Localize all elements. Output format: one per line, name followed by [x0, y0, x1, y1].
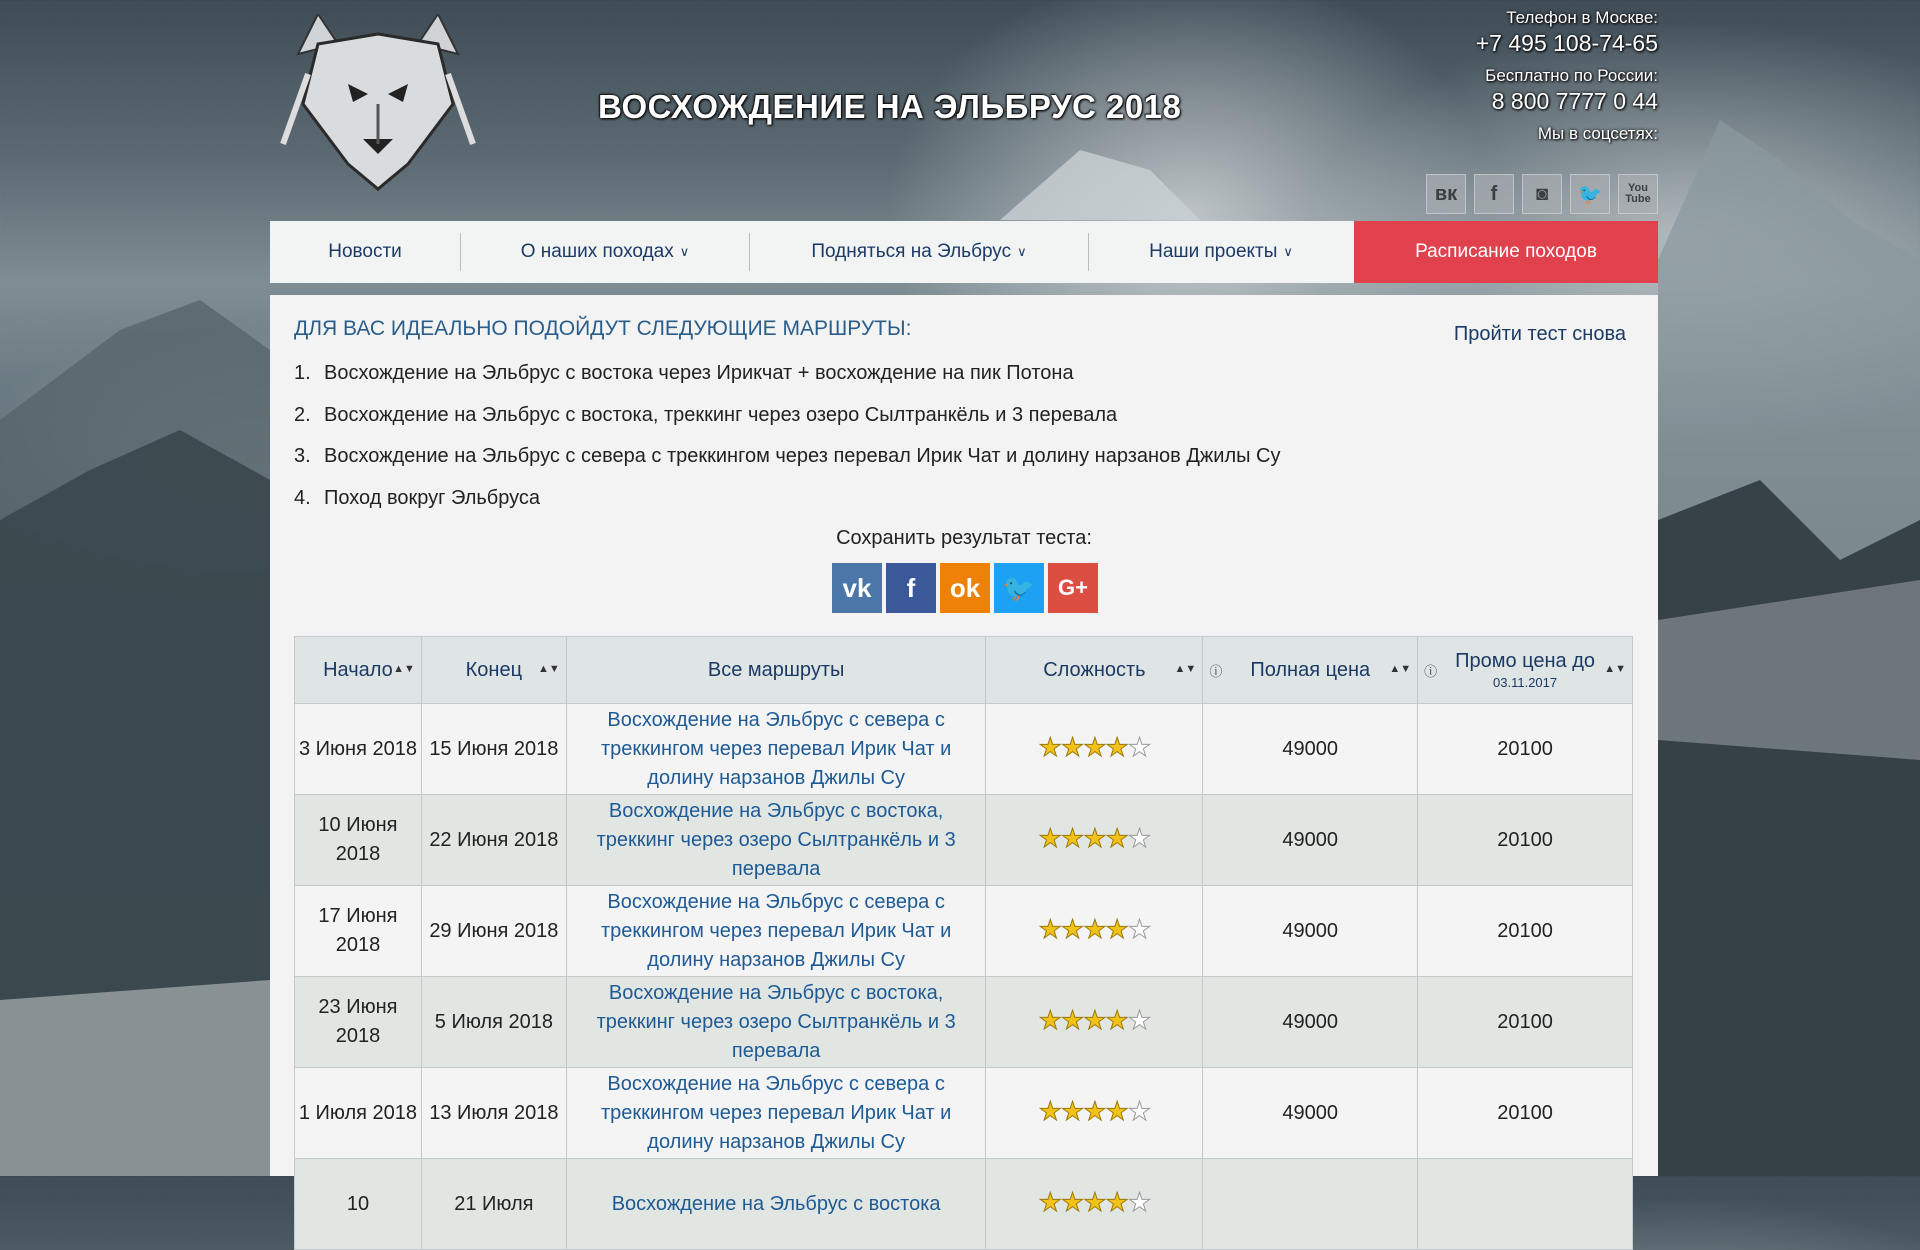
- promo-price-cell: 20100: [1418, 1068, 1633, 1159]
- promo-price-cell: 20100: [1418, 704, 1633, 795]
- route-label: Восхождение на Эльбрус с востока, треккинг через озеро Сылтранкёль и 3 перевала: [324, 403, 1118, 426]
- star-icon: ★: [1083, 1096, 1106, 1126]
- retake-test-link[interactable]: Пройти тест снова: [1453, 323, 1626, 345]
- moscow-phone[interactable]: +7 495 108-74-65: [1475, 30, 1658, 56]
- star-icon: ★: [1105, 1096, 1128, 1126]
- russia-phone[interactable]: 8 800 7777 0 44: [1491, 88, 1658, 114]
- youtube-icon[interactable]: You Tube: [1618, 174, 1658, 214]
- russia-phone-label: Бесплатно по России:: [1485, 66, 1658, 85]
- promo-price-cell: 20100: [1418, 795, 1633, 886]
- star-icon: ★: [1060, 1096, 1084, 1126]
- star-icon: ★: [1083, 1005, 1106, 1035]
- twitter-icon[interactable]: 🐦: [1570, 174, 1610, 214]
- info-icon[interactable]: ⓘ: [1209, 664, 1223, 679]
- sort-icon: ▲▼: [393, 663, 415, 675]
- end-cell: 15 Июня 2018: [421, 704, 566, 795]
- sort-icon: ▲▼: [1174, 663, 1197, 675]
- col-start[interactable]: [295, 637, 422, 704]
- col-end-label: Конец: [465, 658, 523, 681]
- promo-price-cell: [1418, 1159, 1633, 1250]
- vk-icon[interactable]: vk: [832, 563, 882, 613]
- schedule-button-label: Расписание походов: [1415, 241, 1597, 262]
- star-icon: ★: [1105, 1187, 1128, 1217]
- nav-news[interactable]: [270, 221, 460, 283]
- difficulty-stars: [986, 704, 1203, 795]
- sort-icon: ▲▼: [1604, 663, 1626, 675]
- star-icon: ★: [1105, 914, 1128, 944]
- table-row[interactable]: [295, 977, 1633, 1068]
- nav-climb-label: Подняться на Эльбрус: [811, 241, 1012, 262]
- full-price-cell: 49000: [1203, 795, 1418, 886]
- route-item[interactable]: 3. Восхождение на Эльбрус с севера с треккингом через перевал Ирик Чат и долину нарзанов Джилы Су: [294, 445, 1281, 467]
- facebook-icon[interactable]: f: [1474, 174, 1514, 214]
- chevron-down-icon: ∨: [679, 244, 690, 259]
- site-title: ВОСХОЖДЕНИЕ НА ЭЛЬБРУС 2018: [598, 88, 1182, 125]
- star-icon: ★: [1038, 1187, 1061, 1217]
- results-title: ДЛЯ ВАС ИДЕАЛЬНО ПОДОЙДУТ СЛЕДУЮЩИЕ МАРШРУТЫ:: [294, 317, 912, 340]
- contacts: [1476, 8, 1658, 144]
- star-icon: ★: [1127, 1096, 1151, 1126]
- start-cell: 10 Июня 2018: [295, 795, 422, 886]
- end-cell: 13 Июля 2018: [421, 1068, 566, 1159]
- full-price-cell: 49000: [1203, 977, 1418, 1068]
- table-row[interactable]: [295, 886, 1633, 977]
- end-cell: 21 Июля: [421, 1159, 566, 1250]
- col-promo-price[interactable]: [1418, 637, 1633, 704]
- end-cell: 29 Июня 2018: [421, 886, 566, 977]
- nav-news-label: Новости: [328, 241, 402, 262]
- star-icon: ★: [1038, 823, 1061, 853]
- route-label: Восхождение на Эльбрус с востока через Ирикчат + восхождение на пик Потона: [324, 362, 1074, 384]
- start-cell: 3 Июня 2018: [295, 704, 422, 795]
- end-cell: 5 Июля 2018: [421, 977, 566, 1068]
- nav-climb[interactable]: [750, 221, 1088, 283]
- schedule-button[interactable]: [1354, 221, 1658, 283]
- route-label: Поход вокруг Эльбруса: [324, 486, 541, 509]
- star-icon: ★: [1105, 732, 1128, 762]
- route-label: Восхождение на Эльбрус с севера с треккингом через перевал Ирик Чат и долину нарзанов Джилы Су: [324, 445, 1281, 467]
- sort-icon: ▲▼: [1389, 663, 1412, 675]
- vk-icon[interactable]: вк: [1426, 174, 1466, 214]
- schedule-table: [294, 636, 1633, 1250]
- full-price-cell: 49000: [1203, 704, 1418, 795]
- share-buttons: [832, 563, 1098, 613]
- star-icon: ★: [1038, 914, 1061, 944]
- star-icon: ★: [1127, 1005, 1151, 1035]
- star-icon: ★: [1038, 1005, 1061, 1035]
- full-price-cell: 49000: [1203, 886, 1418, 977]
- difficulty-stars: [986, 886, 1203, 977]
- col-full-price-label: Полная цена: [1250, 658, 1371, 681]
- col-end[interactable]: [421, 637, 566, 704]
- start-cell: 17 Июня 2018: [295, 886, 422, 977]
- chevron-down-icon: ∨: [1017, 244, 1027, 259]
- facebook-icon[interactable]: f: [886, 563, 936, 613]
- table-row[interactable]: [295, 704, 1633, 795]
- start-cell: 23 Июня 2018: [295, 977, 422, 1068]
- sort-icon: ▲▼: [538, 663, 560, 675]
- difficulty-stars: [986, 1068, 1203, 1159]
- difficulty-stars: [986, 977, 1203, 1068]
- nav-about-label: О наших походах: [520, 241, 674, 262]
- star-icon: ★: [1127, 1187, 1151, 1217]
- moscow-phone-label: Телефон в Москве:: [1506, 8, 1658, 27]
- full-price-cell: 49000: [1203, 1068, 1418, 1159]
- promo-price-cell: 20100: [1418, 886, 1633, 977]
- star-icon: ★: [1105, 823, 1128, 853]
- social-links: [1426, 174, 1658, 214]
- col-promo-price-label: Промо цена до: [1455, 650, 1596, 672]
- star-icon: ★: [1060, 1187, 1084, 1217]
- promo-date: 03.11.2017: [1493, 675, 1558, 690]
- star-icon: ★: [1060, 1005, 1084, 1035]
- route-cell[interactable]: Восхождение на Эльбрус с востока, треккинг через озеро Сылтранкёль и 3 перевала: [566, 795, 986, 886]
- route-item[interactable]: 1. Восхождение на Эльбрус с востока через Ирикчат + восхождение на пик Потона: [294, 362, 1074, 384]
- route-cell[interactable]: Восхождение на Эльбрус с севера с треккингом через перевал Ирик Чат и долину нарзанов Джилы Су: [566, 704, 986, 795]
- route-cell[interactable]: Восхождение на Эльбрус с востока, треккинг через озеро Сылтранкёль и 3 перевала: [566, 977, 986, 1068]
- results-panel: [270, 295, 1658, 1217]
- star-icon: ★: [1127, 914, 1151, 944]
- difficulty-stars: [986, 795, 1203, 886]
- wolf-logo-icon[interactable]: [278, 14, 478, 194]
- star-icon: ★: [1060, 823, 1084, 853]
- info-icon[interactable]: ⓘ: [1424, 664, 1438, 679]
- social-label: Мы в соцсетях:: [1537, 124, 1658, 143]
- odnoklassniki-icon[interactable]: ok: [940, 563, 990, 613]
- nav-projects[interactable]: [1089, 221, 1353, 283]
- col-routes-label: Все маршруты: [707, 658, 845, 681]
- table-row[interactable]: [295, 1159, 1633, 1250]
- route-cell[interactable]: Восхождение на Эльбрус с севера с треккингом через перевал Ирик Чат и долину нарзанов Джилы Су: [566, 886, 986, 977]
- col-routes: [566, 637, 986, 704]
- star-icon: ★: [1083, 732, 1106, 762]
- star-icon: ★: [1060, 914, 1084, 944]
- full-price-cell: [1203, 1159, 1418, 1250]
- star-icon: ★: [1060, 732, 1084, 762]
- route-item[interactable]: 2. Восхождение на Эльбрус с востока, треккинг через озеро Сылтранкёль и 3 перевала: [294, 403, 1118, 426]
- route-cell[interactable]: Восхождение на Эльбрус с севера с треккингом через перевал Ирик Чат и долину нарзанов Джилы Су: [566, 1068, 986, 1159]
- star-icon: ★: [1127, 732, 1151, 762]
- recommended-routes: [294, 361, 1281, 527]
- star-icon: ★: [1083, 823, 1106, 853]
- googleplus-icon[interactable]: G+: [1048, 563, 1098, 613]
- table-row[interactable]: [295, 795, 1633, 886]
- col-full-price[interactable]: [1203, 637, 1418, 704]
- star-icon: ★: [1083, 914, 1106, 944]
- table-row[interactable]: [295, 1068, 1633, 1159]
- promo-price-cell: 20100: [1418, 977, 1633, 1068]
- route-item[interactable]: 4. Поход вокруг Эльбруса: [294, 486, 541, 509]
- col-difficulty-label: Сложность: [1043, 658, 1146, 681]
- save-result-label: Сохранить результат теста:: [836, 527, 1092, 549]
- col-start-label: Начало: [323, 658, 393, 681]
- star-icon: ★: [1038, 1096, 1061, 1126]
- end-cell: 22 Июня 2018: [421, 795, 566, 886]
- col-difficulty[interactable]: [986, 637, 1203, 704]
- star-icon: ★: [1038, 732, 1061, 762]
- start-cell: 1 Июля 2018: [295, 1068, 422, 1159]
- start-cell: 10: [295, 1159, 422, 1250]
- star-icon: ★: [1127, 823, 1151, 853]
- difficulty-stars: [986, 1159, 1203, 1250]
- site-header: [0, 0, 1920, 220]
- star-icon: ★: [1083, 1187, 1106, 1217]
- chevron-down-icon: ∨: [1283, 244, 1293, 259]
- main-nav: [270, 221, 1658, 283]
- nav-about[interactable]: [461, 221, 749, 283]
- instagram-icon[interactable]: ◙: [1522, 174, 1562, 214]
- twitter-icon[interactable]: 🐦: [994, 563, 1044, 613]
- route-cell[interactable]: Восхождение на Эльбрус с востока: [566, 1159, 986, 1250]
- nav-projects-label: Наши проекты: [1149, 241, 1278, 262]
- star-icon: ★: [1105, 1005, 1128, 1035]
